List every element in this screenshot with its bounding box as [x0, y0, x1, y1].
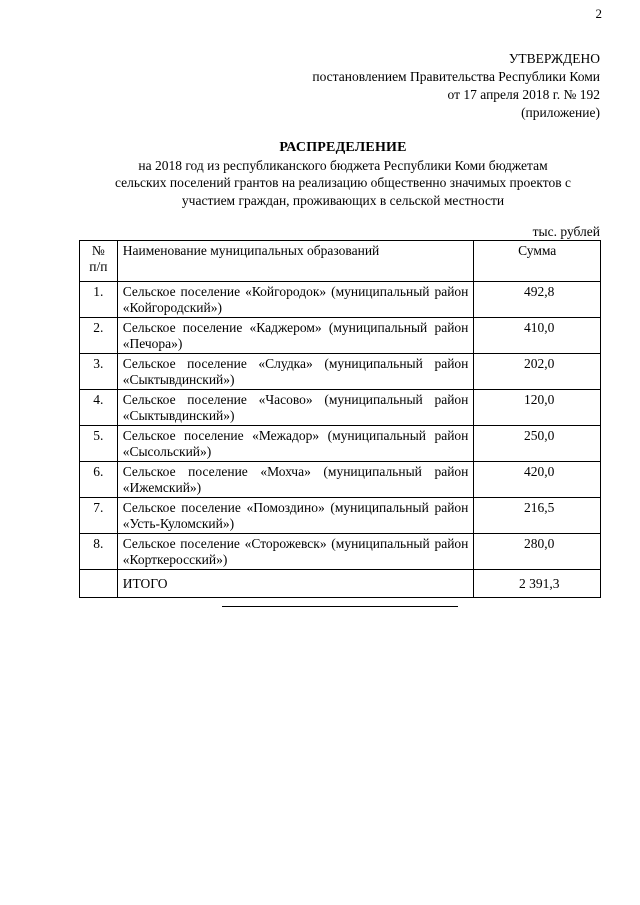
row-municipality: Сельское поселение «Койгородок» (муниципальный район «Койгородский») — [117, 282, 474, 318]
header-number: № п/п — [80, 241, 118, 282]
approval-block — [312, 50, 600, 122]
row-sum — [474, 462, 601, 498]
approval-date-number: от 17 апреля 2018 г. № 192 — [447, 87, 600, 102]
table-row — [80, 498, 601, 534]
total-sum-value: 2 391,3 — [518, 576, 560, 591]
total-number — [80, 570, 118, 598]
row-sum-value: 492,8 — [524, 284, 555, 299]
document-subtitle-line-3: участием граждан, проживающих в сельской местности — [181, 192, 505, 208]
row-number: 3. — [80, 354, 118, 390]
row-sum — [474, 354, 601, 390]
row-sum-value: 420,0 — [524, 464, 555, 479]
row-number: 7. — [80, 498, 118, 534]
row-municipality: Сельское поселение «Сторожевск» (муниципальный район «Корткеросский») — [117, 534, 474, 570]
row-sum — [474, 426, 601, 462]
grants-table — [79, 240, 601, 598]
table-row — [80, 354, 601, 390]
document-title-block — [60, 139, 626, 209]
row-number: 2. — [80, 318, 118, 354]
table-row — [80, 390, 601, 426]
header-sum: Сумма — [474, 241, 601, 282]
row-municipality: Сельское поселение «Часово» (муниципальный район «Сыктывдинский») — [117, 390, 474, 426]
row-number: 1. — [80, 282, 118, 318]
row-sum — [474, 534, 601, 570]
approval-resolution: постановлением Правительства Республики Коми — [312, 69, 600, 84]
header-name: Наименование муниципальных образований — [117, 241, 474, 282]
approval-appendix: (приложение) — [521, 105, 600, 120]
document-title: РАСПРЕДЕЛЕНИЕ — [279, 140, 407, 155]
table-total-row — [80, 570, 601, 598]
row-sum — [474, 498, 601, 534]
total-label: ИТОГО — [117, 570, 474, 598]
total-sum — [474, 570, 601, 598]
page-number: 2 — [595, 6, 602, 21]
row-sum-value: 250,0 — [524, 428, 555, 443]
row-number: 8. — [80, 534, 118, 570]
footer-rule — [222, 606, 458, 607]
units-label: тыс. рублей — [532, 224, 600, 239]
row-sum-value: 202,0 — [524, 356, 555, 371]
row-municipality: Сельское поселение «Межадор» (муниципальный район «Сысольский») — [117, 426, 474, 462]
row-number: 4. — [80, 390, 118, 426]
row-sum — [474, 282, 601, 318]
table-row — [80, 426, 601, 462]
row-number: 6. — [80, 462, 118, 498]
approval-label: УТВЕРЖДЕНО — [508, 51, 600, 66]
row-sum — [474, 318, 601, 354]
table-row — [80, 534, 601, 570]
row-municipality: Сельское поселение «Помоздино» (муниципальный район «Усть-Куломский») — [117, 498, 474, 534]
table-row — [80, 282, 601, 318]
row-sum-value: 120,0 — [524, 392, 555, 407]
document-subtitle-line-1: на 2018 год из республиканского бюджета Республики Коми бюджетам — [138, 157, 548, 173]
row-municipality: Сельское поселение «Каджером» (муниципальный район «Печора») — [117, 318, 474, 354]
row-sum-value: 410,0 — [524, 320, 555, 335]
row-sum — [474, 390, 601, 426]
row-municipality: Сельское поселение «Мохча» (муниципальный район «Ижемский») — [117, 462, 474, 498]
row-sum-value: 280,0 — [524, 536, 555, 551]
row-sum-value: 216,5 — [524, 500, 555, 515]
table-header-row — [80, 241, 601, 282]
row-number: 5. — [80, 426, 118, 462]
table-row — [80, 318, 601, 354]
table-row — [80, 462, 601, 498]
row-municipality: Сельское поселение «Слудка» (муниципальный район «Сыктывдинский») — [117, 354, 474, 390]
document-subtitle-line-2: сельских поселений грантов на реализацию общественно значимых проектов с — [114, 175, 572, 190]
